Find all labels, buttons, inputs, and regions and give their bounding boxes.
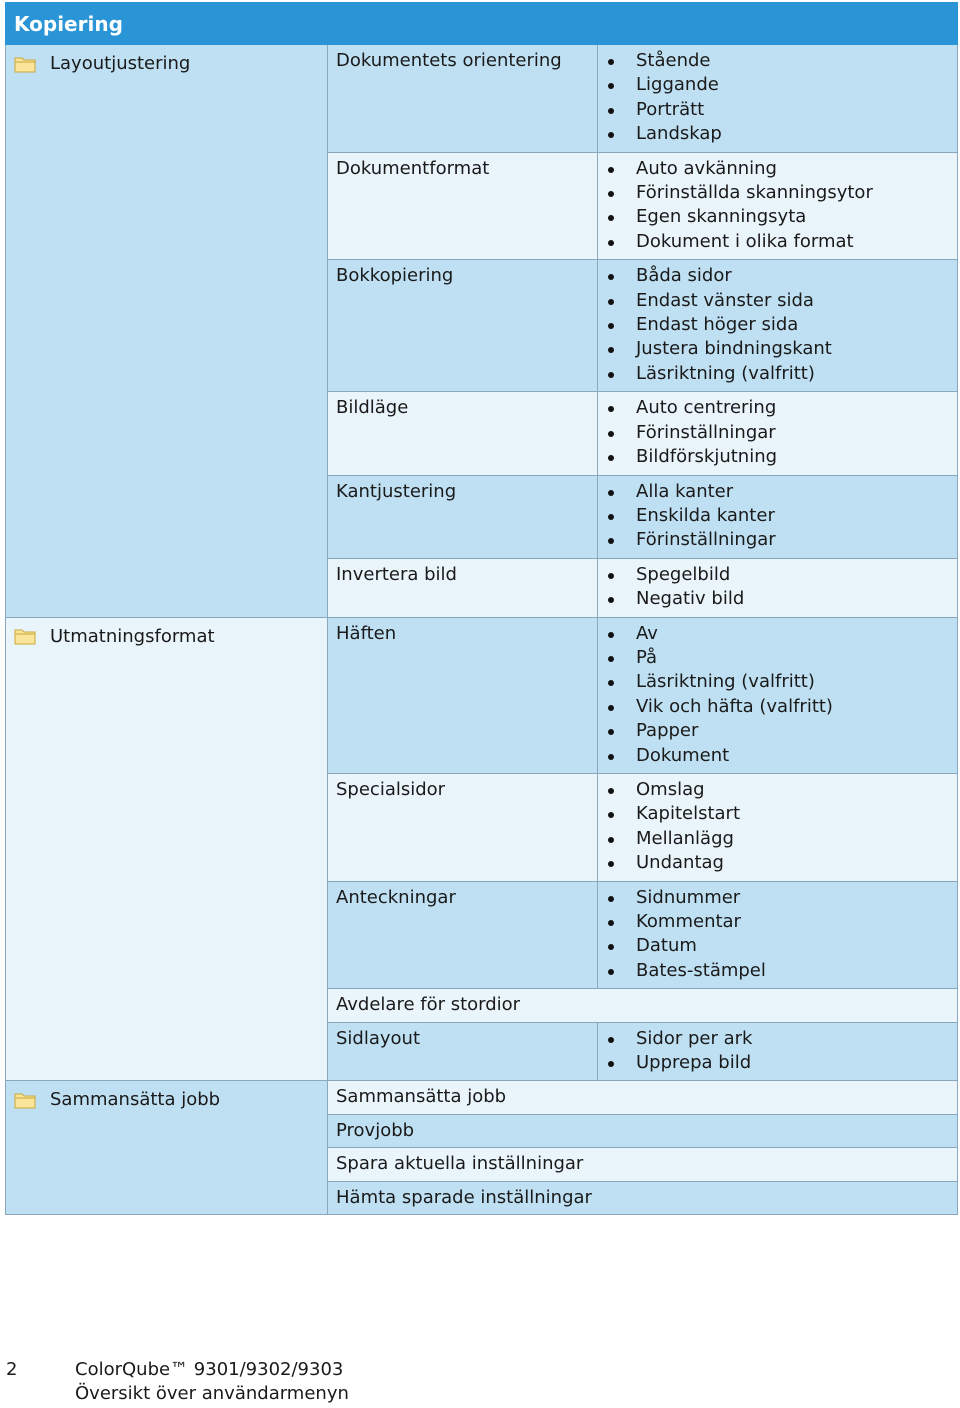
option-item[interactable]: Bildförskjutning [606,445,951,469]
category-item[interactable] [14,53,321,74]
option-item[interactable]: Dokument [606,744,951,768]
feature-cell [328,558,598,617]
options-cell [598,558,958,617]
feature-cell [328,881,598,989]
category-item[interactable] [14,1089,321,1110]
category-label: Utmatningsformat [50,625,215,647]
feature-cell [328,1022,598,1081]
options-list [606,157,951,255]
options-list [606,49,951,147]
footer-text [75,1358,349,1406]
feature-label[interactable]: Avdelare för stordior [336,994,521,1016]
feature-label[interactable]: Sidlayout [336,1027,421,1049]
folder-icon [14,627,36,645]
option-item[interactable]: Förinställningar [606,421,951,445]
feature-cell [328,1081,958,1114]
table-row [6,45,958,153]
feature-cell [328,617,598,773]
feature-label[interactable]: Kantjustering [336,480,457,502]
option-item[interactable]: Kapitelstart [606,802,951,826]
folder-icon [14,55,36,73]
option-item[interactable]: Enskilda kanter [606,504,951,528]
options-list [606,480,951,553]
option-item[interactable]: På [606,646,951,670]
feature-cell [328,475,598,558]
option-item[interactable]: Porträtt [606,98,951,122]
options-list [606,886,951,984]
table-row [6,1081,958,1114]
feature-label[interactable]: Anteckningar [336,886,456,908]
option-item[interactable]: Vik och häfta (valfritt) [606,695,951,719]
feature-cell [328,1181,958,1214]
options-cell [598,392,958,475]
option-item[interactable]: Förinställda skanningsytor [606,181,951,205]
option-item[interactable]: Båda sidor [606,264,951,288]
feature-label[interactable]: Provjobb [336,1119,415,1141]
options-cell [598,260,958,392]
option-item[interactable]: Dokument i olika format [606,230,951,254]
table-row [6,617,958,773]
options-list [606,396,951,469]
folder-icon [14,1091,36,1109]
feature-cell [328,152,598,260]
feature-label[interactable]: Dokumentformat [336,157,490,179]
footer-product: ColorQube™ 9301/9302/9303 [75,1359,344,1380]
category-label: Layoutjustering [50,53,191,74]
option-item[interactable]: Upprepa bild [606,1051,951,1075]
options-list [606,264,951,386]
options-list [606,1027,951,1076]
footer-doc-title: Översikt över användarmenyn [75,1383,349,1404]
options-cell [598,1022,958,1081]
option-item[interactable]: Auto avkänning [606,157,951,181]
feature-cell [328,989,958,1022]
menu-overview-table [5,2,958,1215]
option-item[interactable]: Läsriktning (valfritt) [606,670,951,694]
feature-cell [328,1148,958,1181]
table-header-row [6,3,958,45]
option-item[interactable]: Datum [606,934,951,958]
category-cell [6,45,328,618]
option-item[interactable]: Förinställningar [606,528,951,552]
feature-label[interactable]: Häften [336,622,397,644]
category-label: Sammansätta jobb [50,1089,221,1111]
feature-cell [328,392,598,475]
option-item[interactable]: Justera bindningskant [606,337,951,361]
option-item[interactable]: Endast vänster sida [606,289,951,313]
options-list [606,778,951,876]
feature-label[interactable]: Invertera bild [336,563,457,585]
option-item[interactable]: Landskap [606,122,951,146]
option-item[interactable]: Endast höger sida [606,313,951,337]
option-item[interactable]: Papper [606,719,951,743]
option-item[interactable]: Egen skanningsyta [606,205,951,229]
option-item[interactable]: Läsriktning (valfritt) [606,362,951,386]
feature-label[interactable]: Specialsidor [336,778,446,800]
category-item[interactable] [14,626,321,647]
option-item[interactable]: Spegelbild [606,563,951,587]
option-item[interactable]: Mellanlägg [606,827,951,851]
option-item[interactable]: Bates-stämpel [606,959,951,983]
option-item[interactable]: Omslag [606,778,951,802]
option-item[interactable]: Av [606,622,951,646]
category-cell [6,1081,328,1215]
option-item[interactable]: Liggande [606,73,951,97]
feature-label[interactable]: Sammansätta jobb [336,1086,507,1108]
options-cell [598,617,958,773]
section-title: Kopiering [6,3,958,45]
option-item[interactable]: Undantag [606,851,951,875]
feature-label[interactable]: Dokumentets orientering [336,50,562,71]
category-cell [6,617,328,1081]
option-item[interactable]: Auto centrering [606,396,951,420]
options-cell [598,773,958,881]
feature-label[interactable]: Bokkopiering [336,265,454,287]
option-item[interactable]: Stående [606,49,951,73]
option-item[interactable]: Sidor per ark [606,1027,951,1051]
feature-cell [328,1114,958,1147]
feature-label[interactable]: Hämta sparade inställningar [336,1186,592,1208]
option-item[interactable]: Kommentar [606,910,951,934]
menu-body [6,45,958,1215]
feature-cell [328,773,598,881]
page-number: 2 [6,1359,18,1380]
option-item[interactable]: Negativ bild [606,587,951,611]
option-item[interactable]: Sidnummer [606,886,951,910]
feature-cell [328,260,598,392]
options-list [606,563,951,612]
feature-label[interactable]: Bildläge [336,397,409,419]
options-cell [598,152,958,260]
feature-label[interactable]: Spara aktuella inställningar [336,1153,584,1175]
feature-cell [328,45,598,153]
options-cell [598,881,958,989]
options-list [606,622,951,768]
option-item[interactable]: Alla kanter [606,480,951,504]
options-cell [598,45,958,153]
options-cell [598,475,958,558]
